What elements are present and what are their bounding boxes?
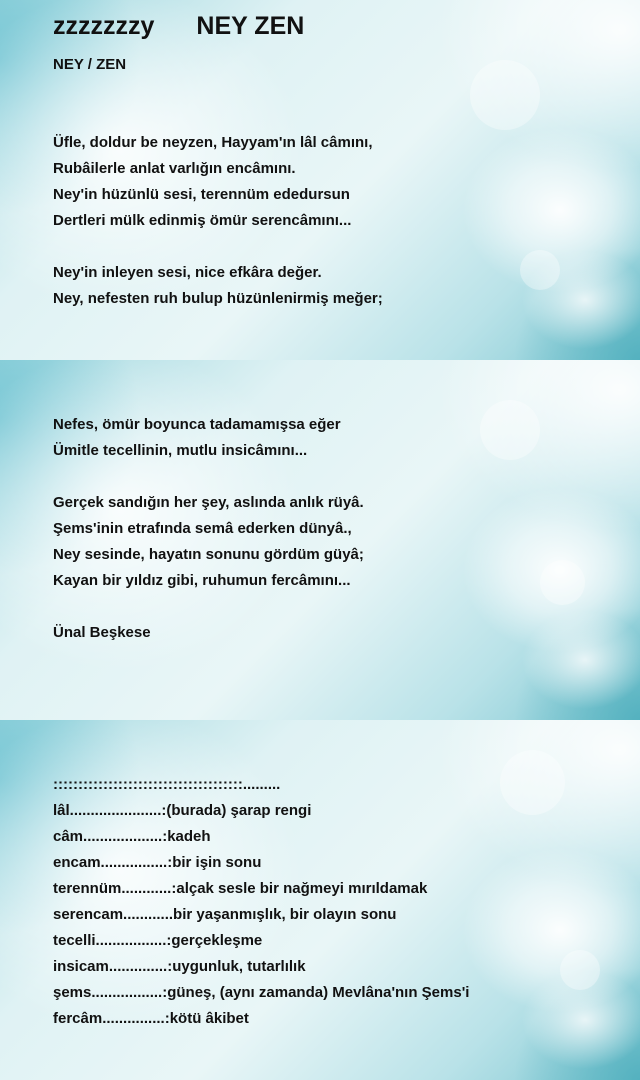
poem-line: Dertleri mülk edinmiş ömür serencâmını... bbox=[53, 212, 352, 229]
background-panel-middle bbox=[0, 360, 640, 720]
glossary-entry: terennüm............:alçak sesle bir nağmeyi mırıldamak bbox=[53, 880, 428, 897]
background-panel-bottom bbox=[0, 720, 640, 1080]
bokeh-light bbox=[500, 750, 565, 815]
glossary-entry: şems.................:güneş, (aynı zamanda) Mevlâna'nın Şems'i bbox=[53, 984, 470, 1001]
glossary-entry: insicam..............:uygunluk, tutarlılık bbox=[53, 958, 306, 975]
poem-line: Ney sesinde, hayatın sonunu gördüm güyâ; bbox=[53, 546, 364, 563]
poem-author: Ünal Beşkese bbox=[53, 624, 151, 641]
bokeh-light bbox=[520, 250, 560, 290]
bokeh-light bbox=[540, 560, 585, 605]
glossary-entry: fercâm...............:kötü âkibet bbox=[53, 1010, 249, 1027]
title-right: NEY ZEN bbox=[196, 12, 305, 40]
poem-line: Gerçek sandığın her şey, aslında anlık rüyâ. bbox=[53, 494, 364, 511]
background-panel-top bbox=[0, 0, 640, 360]
glossary-entry: câm...................:kadeh bbox=[53, 828, 211, 845]
poem-subtitle: NEY / ZEN bbox=[53, 56, 127, 73]
bokeh-light bbox=[470, 60, 540, 130]
poem-line: Kayan bir yıldız gibi, ruhumun fercâmını... bbox=[53, 572, 351, 589]
poem-line: Ney'in inleyen sesi, nice efkâra değer. bbox=[53, 264, 322, 281]
glossary-separator: ::::::::::::::::::::::::::::::::::::::......... bbox=[53, 776, 281, 793]
bokeh-light bbox=[560, 950, 600, 990]
bokeh-light bbox=[480, 400, 540, 460]
poem-line: Nefes, ömür boyunca tadamamışsa eğer bbox=[53, 416, 341, 433]
poem-line: Şems'inin etrafında semâ ederken dünyâ., bbox=[53, 520, 352, 537]
poem-line: Ney, nefesten ruh bulup hüzünlenirmiş meğer; bbox=[53, 290, 383, 307]
poem-line: Üfle, doldur be neyzen, Hayyam'ın lâl câmını, bbox=[53, 134, 373, 151]
poem-line: Rubâilerle anlat varlığın encâmını. bbox=[53, 160, 296, 177]
glossary-entry: lâl......................:(burada) şarap rengi bbox=[53, 802, 312, 819]
glossary-entry: encam................:bir işin sonu bbox=[53, 854, 262, 871]
poem-line: Ney'in hüzünlü sesi, terennüm ededursun bbox=[53, 186, 350, 203]
page-title bbox=[53, 12, 304, 41]
title-left: zzzzzzzy bbox=[53, 12, 155, 40]
glossary-entry: serencam............bir yaşanmışlık, bir olayın sonu bbox=[53, 906, 397, 923]
poem-line: Ümitle tecellinin, mutlu insicâmını... bbox=[53, 442, 308, 459]
glossary-entry: tecelli.................:gerçekleşme bbox=[53, 932, 263, 949]
